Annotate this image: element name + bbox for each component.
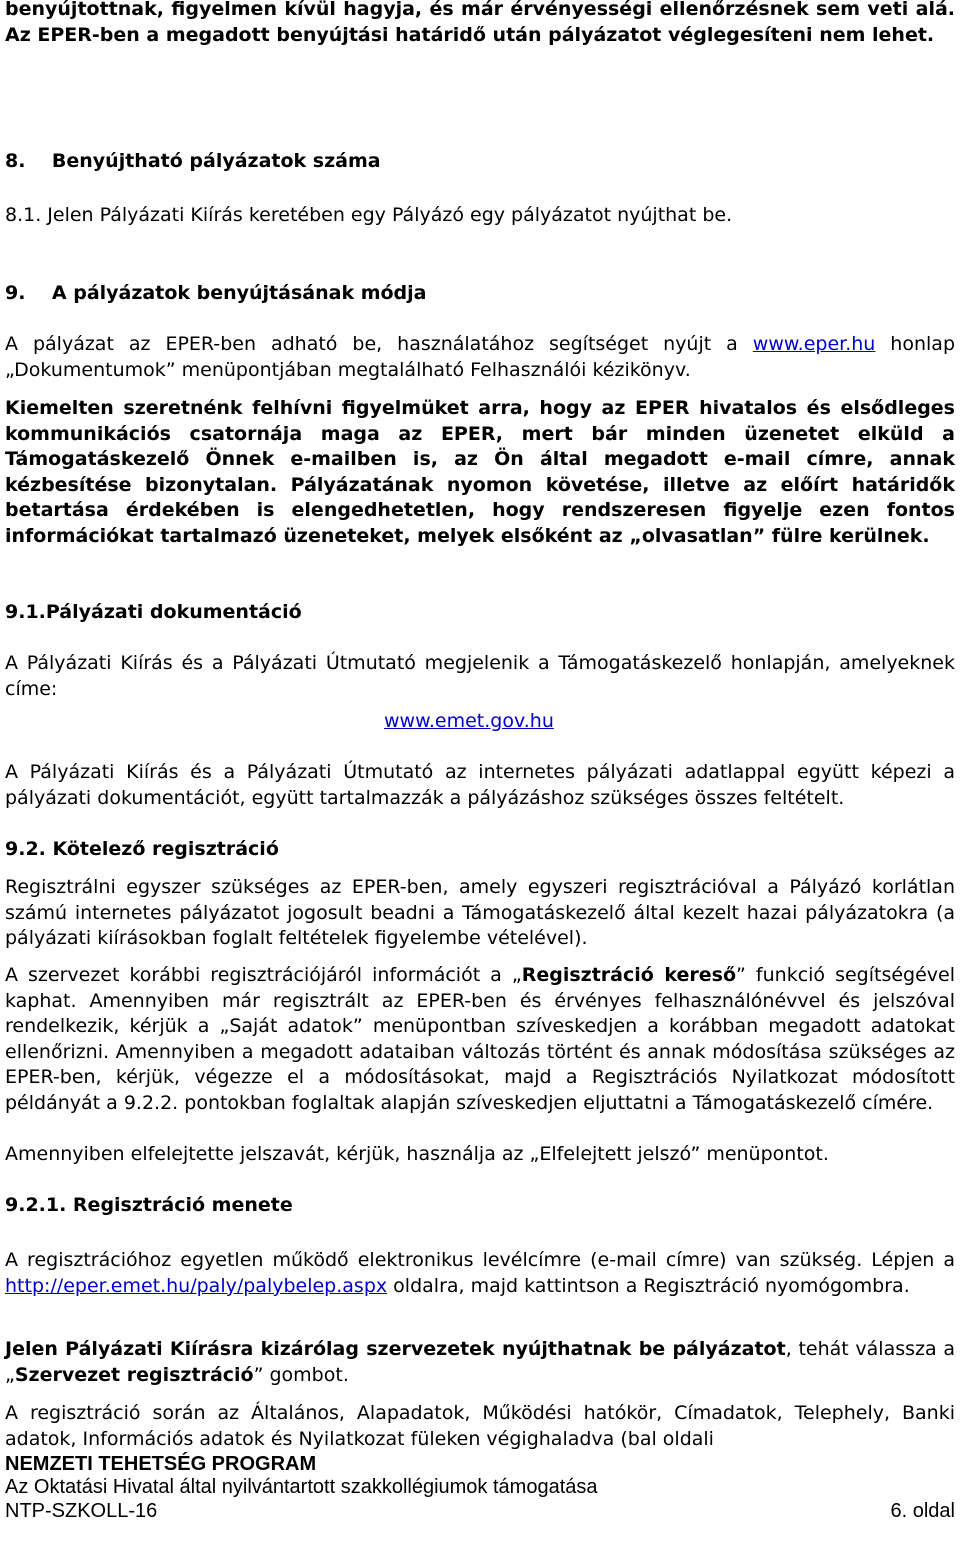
section-9-2-1-heading: 9.2.1. Regisztráció menete <box>5 1194 293 1216</box>
section-9-2-para-2: A szervezet korábbi regisztrációjáról információt a „Regisztráció kereső” funkció segítségével kaphat. Amennyiben már regisztrált az EPER-ben és érvényes felhasználónévvel és jelszóval rendelkezik, kérjük a „Saját adatok” menüpontban szíveskedjen a korábban megadott adatokat ellenőrizni. Amennyiben a megadott adataiban változás történt és annak módosítása szükséges az EPER-ben, kérjük, végezze el a módosításokat, majd a Regisztrációs Nyilatkozat módosított példányát a 9.2.2. pontokban foglaltak alapján szíveskedjen eljuttatni a Támogatáskezelő címére. <box>5 964 955 1114</box>
footer-bottom-row <box>5 1498 955 1525</box>
page-number: 6. oldal <box>890 1500 955 1522</box>
section-9-2-para-1: Regisztrálni egyszer szükséges az EPER-ben, amely egyszeri regisztrációval a Pályázó korlátlan számú internetes pályázatot jogosult beadni a Támogatáskezelő által kezelt hazai pályázatokra (a pályázati kiírásokban foglalt feltételek figyelembe vételével). <box>5 876 955 949</box>
section-9-heading: 9. A pályázatok benyújtásának módja <box>5 282 427 304</box>
section-9-para-1: A pályázat az EPER-ben adható be, használatához segítséget nyújt a www.eper.hu honlap „Dokumentumok” menüpontjában megtalálható Felhasználói kézikönyv. <box>5 333 956 381</box>
section-9-2-para-3: Amennyiben elfelejtette jelszavát, kérjük, használja az „Elfelejtett jelszó” menüpontot. <box>5 1143 829 1165</box>
palybelep-link[interactable]: http://eper.emet.hu/paly/palybelep.aspx <box>5 1274 388 1297</box>
eper-link[interactable]: www.eper.hu <box>752 333 876 355</box>
section-9-2-1-para-3: A regisztráció során az Általános, Alapadatok, Működési hatókör, Címadatok, Telephely, Banki adatok, Információs adatok és Nyilatkozat füleken végighaladva (bal oldali <box>5 1402 955 1450</box>
section-8-heading: 8. Benyújtható pályázatok száma <box>5 150 381 172</box>
emet-link-line <box>384 709 554 735</box>
continued-line-1: benyújtottnak, figyelmen kívül hagyja, és már érvényességi ellenőrzésnek sem veti alá. <box>5 0 955 20</box>
section-9-2-1-para-2: Jelen Pályázati Kiírásra kizárólag szervezetek nyújthatnak be pályázatot, tehát válassza a „Szervezet regisztráció” gombot. <box>5 1338 955 1386</box>
section-9-1-para-1: A Pályázati Kiírás és a Pályázati Útmutató megjelenik a Támogatáskezelő honlapján, amelyeknek címe: <box>5 652 955 700</box>
footer-subtitle: Az Oktatási Hivatal által nyilvántartott szakkollégiumok támogatása <box>5 1476 598 1498</box>
section-9-1-para-2: A Pályázati Kiírás és a Pályázati Útmutató az internetes pályázati adatlappal együtt képezi a pályázati dokumentációt, együtt tartalmazzák a pályázáshoz szükséges összes feltételt. <box>5 761 955 809</box>
footer-code: NTP-SZKOLL-16 <box>5 1500 158 1522</box>
footer-title: NEMZETI TEHETSÉG PROGRAM <box>5 1453 317 1475</box>
section-9-2-heading: 9.2. Kötelező regisztráció <box>5 838 279 860</box>
continued-line-2: Az EPER-ben a megadott benyújtási határidő után pályázatot véglegesíteni nem lehet. <box>5 23 935 46</box>
section-9-1-heading: 9.1.Pályázati dokumentáció <box>5 601 302 623</box>
continued-text <box>5 0 955 48</box>
section-9-2-1-para-1: A regisztrációhoz egyetlen működő elektronikus levélcímre (e-mail címre) van szükség. Lépjen a http://eper.emet.hu/paly/palybelep.aspx oldalra, majd kattintson a Regisztráció nyomógombra. <box>5 1249 955 1297</box>
page-footer <box>5 1451 955 1525</box>
section-8-1-text: 8.1. Jelen Pályázati Kiírás keretében egy Pályázó egy pályázatot nyújthat be. <box>5 204 733 226</box>
section-9-para-2: Kiemelten szeretnénk felhívni figyelmüket arra, hogy az EPER hivatalos és elsődleges kommunikációs csatornája maga az EPER, mert bár minden üzenetet elküld a Támogatáskezelő Önnek e-mailben is, az Ön által megadott e-mail címre, annak kézbesítése bizonytalan. Pályázatának nyomon követése, illetve az előírt határidők betartása érdekében is elengedhetetlen, hogy rendszeresen figyelje ezen fontos információkat tartalmazó üzeneteket, melyek elsőként az „olvasatlan” fülre kerülnek. <box>5 397 955 547</box>
emet-link[interactable]: www.emet.gov.hu <box>384 710 554 732</box>
